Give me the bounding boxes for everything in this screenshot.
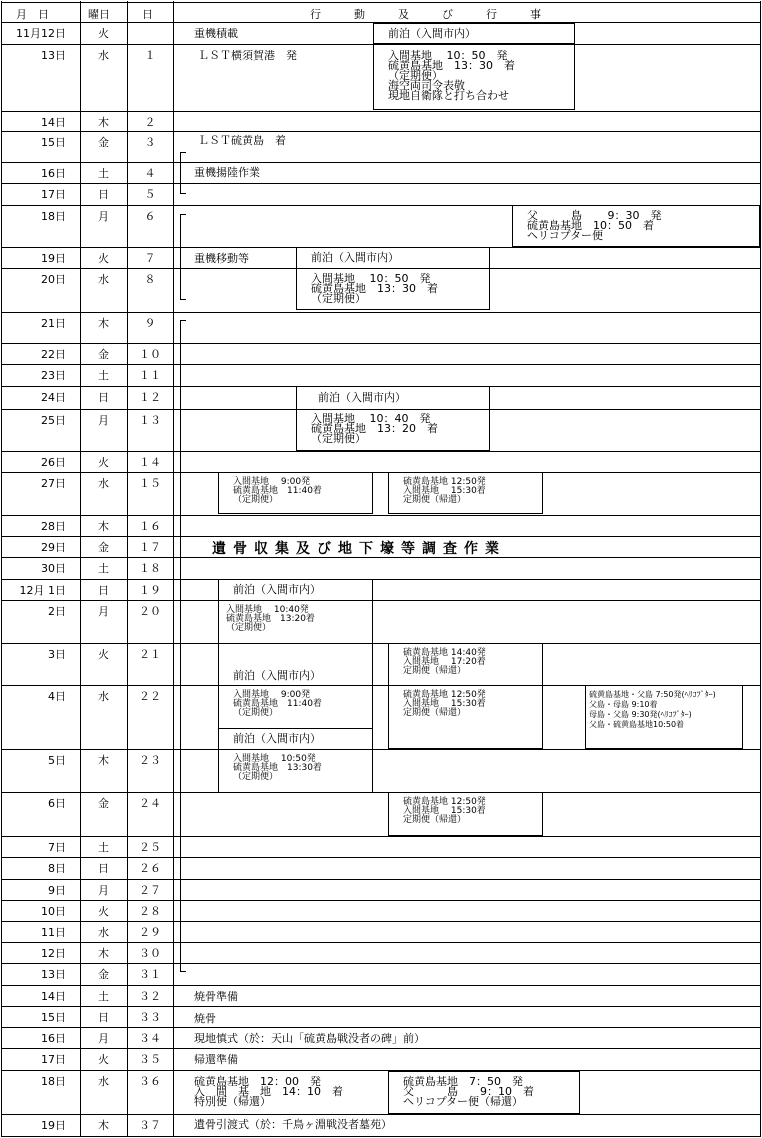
row-day-count: ３０ bbox=[139, 947, 161, 960]
grid-col-line bbox=[760, 1, 761, 1137]
grid-row-line bbox=[1, 2, 761, 3]
row-weekday: 月 bbox=[98, 1032, 109, 1045]
row-day-count: ２５ bbox=[139, 841, 161, 854]
row-day-count: ３ bbox=[144, 136, 156, 149]
grid-row-line bbox=[1, 343, 761, 344]
row-day-count: １０ bbox=[139, 348, 161, 361]
grid-row-line bbox=[1, 1114, 761, 1115]
row-date: 11月12日 bbox=[16, 27, 66, 40]
row-day-count: ２７ bbox=[139, 884, 161, 897]
heli-text-r23: 硫黄島基地・父島 7:50発(ﾍﾘｺﾌﾟﾀｰ) 父島・母島 9:10着 母島・父島 9:30発(ﾍﾘｺﾌﾟﾀｰ) 父島・硫黄島基地10:50着 bbox=[589, 690, 716, 729]
row-date: 7日 bbox=[48, 841, 66, 854]
grid-col-line bbox=[173, 1, 174, 1137]
grid-row-line bbox=[1, 921, 761, 922]
row-day-count: ３５ bbox=[139, 1053, 161, 1066]
event-moving: 重機移動等 bbox=[194, 252, 249, 265]
row-date: 13日 bbox=[41, 49, 66, 62]
row-date: 20日 bbox=[41, 273, 66, 286]
row-day-count: ２１ bbox=[139, 648, 161, 661]
flight-text-r9: 入間基地 10：50 発 硫黄島基地 13：30 着 （定期便） bbox=[311, 272, 438, 305]
grid-row-line bbox=[1, 985, 761, 986]
row-date: 17日 bbox=[41, 1053, 66, 1066]
event-transfer: 遺骨引渡式（於：千鳥ヶ淵戦没者墓苑） bbox=[194, 1118, 392, 1131]
row-weekday: 金 bbox=[98, 541, 109, 554]
flight-text-r14: 入間基地 10：40 発 硫黄島基地 13：20 着 （定期便） bbox=[311, 412, 438, 445]
row-day-count: ２２ bbox=[139, 690, 161, 703]
grid-row-line bbox=[1, 111, 761, 112]
grid-row-line bbox=[1, 963, 761, 964]
row-weekday: 月 bbox=[98, 210, 109, 223]
row-day-count: ３１ bbox=[139, 968, 161, 981]
event-lst-depart: ＬＳＴ横須賀港 発 bbox=[198, 49, 297, 62]
event-cremation-prep: 焼骨準備 bbox=[194, 990, 238, 1003]
row-date: 26日 bbox=[41, 456, 66, 469]
row-date: 4日 bbox=[48, 690, 66, 703]
row-weekday: 金 bbox=[98, 136, 109, 149]
header-activities: 行 動 及 び 行 事 bbox=[310, 8, 541, 21]
grid-row-line bbox=[1, 600, 761, 601]
row-weekday: 金 bbox=[98, 348, 109, 361]
grid-row-line bbox=[1, 183, 761, 184]
row-day-count: ３７ bbox=[139, 1119, 161, 1132]
row-weekday: 水 bbox=[98, 477, 109, 490]
flight-text-r24: 入間基地 10:50発 硫黄島基地 13:30着 （定期便） bbox=[233, 754, 322, 782]
row-weekday: 月 bbox=[98, 414, 109, 427]
row-day-count: ３２ bbox=[139, 990, 161, 1003]
grid-row-line bbox=[1, 900, 761, 901]
row-weekday: 日 bbox=[98, 1011, 109, 1024]
grid-row-line bbox=[1, 162, 761, 163]
row-date: 19日 bbox=[41, 252, 66, 265]
grid-row-line bbox=[1, 536, 761, 537]
flight-text-r16a: 入間基地 9:00発 硫黄島基地 11:40着 （定期便） bbox=[233, 477, 322, 505]
flight-text-r25: 硫黄島基地 12:50発 入間基地 15:30着 定期便（帰還） bbox=[403, 797, 486, 825]
grid-row-line bbox=[1, 643, 761, 644]
event-main-work: 遺骨収集及び地下壕等調査作業 bbox=[212, 541, 506, 557]
row-weekday: 水 bbox=[98, 926, 109, 939]
grid-row-line bbox=[1, 942, 761, 943]
row-day-count: ６ bbox=[144, 210, 156, 223]
grid-row-line bbox=[1, 131, 761, 132]
row-day-count: ２４ bbox=[139, 797, 161, 810]
row-weekday: 日 bbox=[98, 862, 109, 875]
row-day-count: ７ bbox=[144, 252, 156, 265]
event-unloading: 重機揚陸作業 bbox=[194, 166, 260, 179]
row-date: 12月 1日 bbox=[19, 584, 66, 597]
row-day-count: １１ bbox=[139, 369, 161, 382]
row-date: 6日 bbox=[48, 797, 66, 810]
row-date: 13日 bbox=[41, 968, 66, 981]
event-lodging-r20: 前泊（入間市内） bbox=[233, 583, 321, 596]
row-day-count: ２９ bbox=[139, 926, 161, 939]
row-date: 27日 bbox=[41, 477, 66, 490]
row-date: 28日 bbox=[41, 520, 66, 533]
row-weekday: 土 bbox=[98, 841, 109, 854]
grid-row-line bbox=[1, 792, 761, 793]
row-day-count: ３６ bbox=[139, 1075, 161, 1088]
row-date: 14日 bbox=[41, 990, 66, 1003]
grid-row-line bbox=[1, 879, 761, 880]
row-weekday: 水 bbox=[98, 690, 109, 703]
flight-text-r16b: 硫黄島基地 12:50発 入間基地 15:30着 定期便（帰還） bbox=[403, 477, 486, 505]
row-weekday: 木 bbox=[98, 116, 109, 129]
row-weekday: 日 bbox=[98, 188, 109, 201]
row-weekday: 土 bbox=[98, 990, 109, 1003]
grid-row-line bbox=[1, 1027, 761, 1028]
row-date: 17日 bbox=[41, 188, 66, 201]
row-day-count: ２８ bbox=[139, 905, 161, 918]
flight-text-r2: 入間基地 10：50 発 硫黄島基地 13：30 着 （定期便） 海空両司令表敬 現地自衛隊と打ち合わせ bbox=[388, 49, 515, 102]
row-day-count: ９ bbox=[144, 317, 156, 330]
row-day-count: ２ bbox=[144, 116, 156, 129]
row-day-count: ８ bbox=[144, 273, 156, 286]
row-weekday: 火 bbox=[98, 252, 109, 265]
row-weekday: 土 bbox=[98, 369, 109, 382]
grid-row-line bbox=[1, 451, 761, 452]
row-date: 16日 bbox=[41, 1032, 66, 1045]
event-lodging-r22: 前泊（入間市内） bbox=[233, 669, 321, 682]
row-date: 16日 bbox=[41, 167, 66, 180]
event-lodging-r8: 前泊（入間市内） bbox=[311, 251, 399, 264]
row-date: 10日 bbox=[41, 905, 66, 918]
row-weekday: 火 bbox=[98, 648, 109, 661]
row-weekday: 木 bbox=[98, 317, 109, 330]
event-lodging-r23b: 前泊（入間市内） bbox=[233, 732, 321, 745]
row-weekday: 土 bbox=[98, 562, 109, 575]
event-cremation: 焼骨 bbox=[194, 1012, 216, 1025]
grid-row-line bbox=[1, 1048, 761, 1049]
event-heavy-loading: 重機積載 bbox=[194, 27, 238, 40]
row-day-count: ２６ bbox=[139, 862, 161, 875]
row-day-count: １３ bbox=[139, 414, 161, 427]
row-day-count: １９ bbox=[139, 584, 161, 597]
grid-row-line bbox=[1, 472, 761, 473]
flight-text-r37a: 硫黄島基地 12：00 発 入 間 基 地 14：10 着 特別便（帰還） bbox=[194, 1075, 343, 1108]
row-weekday: 木 bbox=[98, 520, 109, 533]
row-day-count: ４ bbox=[144, 167, 156, 180]
grid-row-line bbox=[1, 857, 761, 858]
row-day-count: ３３ bbox=[139, 1011, 161, 1024]
row-day-count: １８ bbox=[139, 562, 161, 575]
event-lodging-r13: 前泊（入間市内） bbox=[318, 391, 406, 404]
grid-row-line bbox=[1, 836, 761, 837]
row-day-count: ５ bbox=[144, 188, 156, 201]
event-memorial: 現地慎式（於：天山「硫黄島戦没者の碑」前） bbox=[194, 1032, 425, 1045]
row-date: 15日 bbox=[41, 1011, 66, 1024]
row-weekday: 金 bbox=[98, 968, 109, 981]
heli-text-r7: 父 島 9：30 発 硫黄島基地 10：50 着 ヘリコプター便 bbox=[527, 209, 662, 242]
row-weekday: 木 bbox=[98, 947, 109, 960]
row-date: 18日 bbox=[41, 210, 66, 223]
row-weekday: 土 bbox=[98, 167, 109, 180]
brace-main-work bbox=[180, 320, 189, 972]
flight-text-r22: 硫黄島基地 14:40発 入間基地 17:20着 定期便（帰還） bbox=[403, 648, 486, 676]
row-date: 12日 bbox=[41, 947, 66, 960]
row-day-count: １２ bbox=[139, 391, 161, 404]
event-return-prep: 帰還準備 bbox=[194, 1053, 238, 1066]
row-date: 25日 bbox=[41, 414, 66, 427]
row-date: 11日 bbox=[41, 926, 66, 939]
row-weekday: 火 bbox=[98, 905, 109, 918]
row-weekday: 月 bbox=[98, 605, 109, 618]
row-weekday: 金 bbox=[98, 797, 109, 810]
header-day-count: 日 bbox=[142, 8, 153, 21]
row-date: 24日 bbox=[41, 391, 66, 404]
row-date: 14日 bbox=[41, 116, 66, 129]
header-weekday: 曜日 bbox=[88, 8, 110, 21]
row-date: 23日 bbox=[41, 369, 66, 382]
grid-row-line bbox=[1, 579, 761, 580]
grid-row-line bbox=[1, 1006, 761, 1007]
row-day-count: １５ bbox=[139, 477, 161, 490]
row-date: 30日 bbox=[41, 562, 66, 575]
flight-text-r23a: 入間基地 9:00発 硫黄島基地 11:40着 （定期便） bbox=[233, 690, 322, 718]
row-weekday: 水 bbox=[98, 273, 109, 286]
row-date: 3日 bbox=[48, 648, 66, 661]
row-date: 21日 bbox=[41, 317, 66, 330]
row-date: 5日 bbox=[48, 754, 66, 767]
row-day-count: １ bbox=[144, 49, 156, 62]
row-weekday: 火 bbox=[98, 1053, 109, 1066]
grid-row-line bbox=[1, 1070, 761, 1071]
row-day-count: １６ bbox=[139, 520, 161, 533]
row-date: 2日 bbox=[48, 605, 66, 618]
row-date: 8日 bbox=[48, 862, 66, 875]
row-day-count: ３４ bbox=[139, 1032, 161, 1045]
grid-row-line bbox=[1, 364, 761, 365]
row-weekday: 火 bbox=[98, 456, 109, 469]
header-month-day: 月 日 bbox=[16, 8, 49, 21]
flight-text-r37b: 硫黄島基地 7：50 発 父 島 9：10 着 ヘリコプター便（帰還） bbox=[403, 1075, 534, 1108]
grid-row-line bbox=[1, 312, 761, 313]
row-weekday: 木 bbox=[98, 754, 109, 767]
brace-unloading bbox=[180, 152, 189, 194]
row-weekday: 水 bbox=[98, 49, 109, 62]
row-day-count: １４ bbox=[139, 456, 161, 469]
event-lodging-r1: 前泊（入間市内） bbox=[388, 27, 476, 40]
row-date: 19日 bbox=[41, 1119, 66, 1132]
grid-row-line bbox=[1, 749, 761, 750]
row-weekday: 水 bbox=[98, 1075, 109, 1088]
row-date: 22日 bbox=[41, 348, 66, 361]
flight-text-r23b: 硫黄島基地 12:50発 入間基地 15:30着 定期便（帰還） bbox=[403, 690, 486, 718]
row-date: 15日 bbox=[41, 136, 66, 149]
event-lst-arrive: ＬＳＴ硫黄島 着 bbox=[198, 134, 286, 147]
flight-text-r21: 入間基地 10:40発 硫黄島基地 13:20着 （定期便） bbox=[226, 605, 315, 633]
row-date: 29日 bbox=[41, 541, 66, 554]
row-day-count: １７ bbox=[139, 541, 161, 554]
row-weekday: 火 bbox=[98, 27, 109, 40]
row-day-count: ２０ bbox=[139, 605, 161, 618]
grid-row-line bbox=[1, 515, 761, 516]
row-weekday: 日 bbox=[98, 391, 109, 404]
brace-moving bbox=[180, 214, 189, 300]
row-weekday: 日 bbox=[98, 584, 109, 597]
row-day-count: ２３ bbox=[139, 754, 161, 767]
grid-row-line bbox=[1, 1136, 761, 1137]
row-weekday: 月 bbox=[98, 884, 109, 897]
row-weekday: 木 bbox=[98, 1119, 109, 1132]
row-date: 9日 bbox=[48, 884, 66, 897]
row-date: 18日 bbox=[41, 1075, 66, 1088]
